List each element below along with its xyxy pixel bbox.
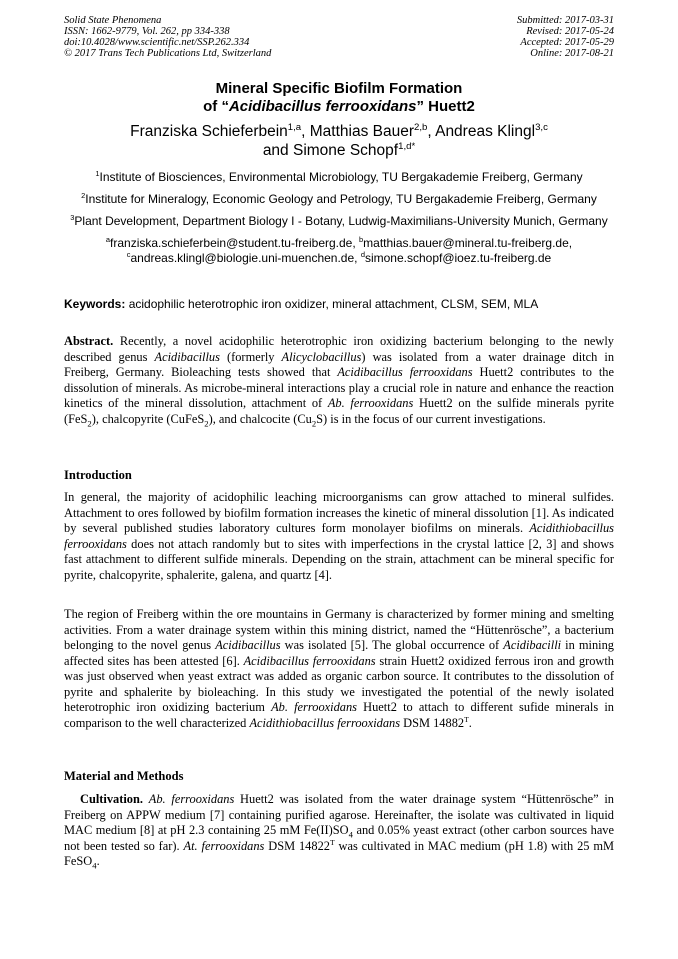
- intro-italic: Acidithiobacillus ferrooxidans: [64, 521, 614, 551]
- email-address[interactable]: matthias.bauer@mineral.tu-freiberg.de,: [363, 236, 573, 250]
- email-mark: d: [360, 250, 365, 259]
- author-affil-mark: 3,c: [535, 121, 548, 133]
- cultivation-paragraph: [64, 792, 614, 870]
- journal-header: [64, 15, 271, 59]
- intro-italic: Ab. ferrooxidans: [271, 700, 357, 714]
- abstract-italic: Alicyclobacillus: [281, 349, 362, 364]
- email-mark: c: [126, 250, 131, 259]
- abstract-text: Recently, a novel acidophilic heterotrophic iron oxidizing bacterium belonging to the newly described genus: [64, 334, 614, 364]
- journal-doi: doi:10.4028/www.scientific.net/SSP.262.334: [64, 37, 250, 48]
- email-address[interactable]: franziska.schieferbein@student.tu-freiberg.de,: [110, 236, 360, 250]
- affil-mark: 2: [81, 191, 86, 200]
- methods-text: and 0.05% yeast extract (other carbon sources have not been tested so far).: [64, 823, 615, 853]
- author-affil-mark: 1,d*: [398, 140, 416, 152]
- abstract-italic: Acidibacillus: [154, 349, 220, 364]
- intro-text: .: [468, 715, 472, 730]
- methods-text: Huett2 was isolated from the water drainage system “Hüttenrösche” in Freiberg on APPW medium [7] containing purified agarose. Hereinafter, the isolate was cultivated in liquid MAC medium [8] at pH 2.3 containing 25 mM Fe(II)SO: [64, 792, 614, 837]
- abstract-text: ) was isolated from a water drainage ditch in Freiberg, Germany. Bioleaching tests showed that: [64, 349, 615, 379]
- intro-italic: Acidibacilli: [503, 638, 562, 652]
- title-suffix: ” Huett2: [416, 98, 475, 115]
- methods-text: was cultivated in MAC medium (pH 1.8) with 25 mM FeSO: [64, 838, 614, 868]
- affiliations: [64, 170, 614, 266]
- email-address[interactable]: andreas.klingl@biologie.uni-muenchen.de,: [130, 251, 361, 265]
- intro-text: In general, the majority of acidophilic leaching microorganisms can grow attached to mineral sulfides. Attachment to ores followed by biofilm formation increases the kinetic of mineral dissolution [1]. As indicated by several published studies laboratory cultures form monolayer biofilms on minerals.: [64, 490, 614, 535]
- accepted-date: Accepted: 2017-05-29: [520, 37, 614, 48]
- intro-paragraph-2: [64, 607, 614, 731]
- abstract-italic: Ab. ferrooxidans: [327, 396, 414, 410]
- methods-superscript: T: [329, 837, 335, 847]
- methods-italic: Ab. ferrooxidans: [148, 792, 235, 806]
- submitted-date: Submitted: 2017-03-31: [516, 15, 614, 26]
- author-affil-mark: 2,b: [414, 121, 428, 133]
- email-mark: b: [359, 235, 364, 244]
- author-name: , Andreas Klingl: [427, 123, 536, 140]
- online-date: Online: 2017-08-21: [530, 48, 614, 59]
- email-address[interactable]: simone.schopf@ioez.tu-freiberg.de: [364, 251, 552, 265]
- introduction-heading: Introduction: [64, 468, 132, 482]
- methods-subscript: 4: [348, 829, 353, 840]
- author-list: [64, 122, 614, 160]
- methods-subscript: 4: [92, 860, 97, 871]
- title-line-2: [64, 98, 614, 116]
- journal-copyright: © 2017 Trans Tech Publications Ltd, Switzerland: [64, 48, 272, 59]
- methods-heading: Material and Methods: [64, 769, 184, 783]
- intro-text: DSM 14882: [400, 715, 465, 730]
- keywords-text: acidophilic heterotrophic iron oxidizer, mineral attachment, CLSM, SEM, MLA: [125, 297, 539, 311]
- journal-name: Solid State Phenomena: [64, 15, 162, 26]
- intro-text: does not attach randomly but to sites with imperfections in the crystal lattice [2, 3] and shows fast attachment to different sulfide minerals. Depending on the strain, attachment can be mineral specific for pyrite, chalcopyrite, sphalerite, galena, and quartz [4].: [64, 536, 614, 582]
- abstract-italic: Acidibacillus ferrooxidans: [337, 365, 473, 379]
- abstract-subscript: 2: [311, 417, 317, 428]
- affiliation-3: [64, 214, 614, 229]
- methods-italic: At. ferrooxidans: [183, 838, 265, 853]
- intro-italic: Acidibacillus: [215, 638, 281, 652]
- author-name: , Matthias Bauer: [301, 123, 414, 140]
- affil-mark: 3: [70, 213, 75, 222]
- intro-text: The region of Freiberg within the ore mountains in Germany is characterized by former mining and smelting activities. From a water drainage system within this mining district, named the “Hüttenrösche”, a bacterium belonging to the novel genus: [64, 607, 614, 652]
- abstract-text: ), chalcopyrite (CuFeS: [91, 411, 205, 426]
- affil-text: Institute of Biosciences, Environmental Microbiology, TU Bergakademie Freiberg, Germany: [99, 170, 583, 184]
- email-line-1: [64, 236, 614, 251]
- affil-text: Institute for Mineralogy, Economic Geology and Petrology, TU Bergakademie Freiberg, Germany: [85, 192, 597, 206]
- keywords-label: Keywords:: [64, 297, 126, 311]
- abstract-text: ), and chalcocite (Cu: [208, 411, 312, 426]
- author-name: Franziska Schieferbein: [130, 123, 288, 140]
- abstract: [64, 334, 614, 427]
- methods-text: .: [96, 854, 100, 868]
- paper-title: [64, 80, 614, 116]
- revised-date: Revised: 2017-05-24: [526, 26, 614, 37]
- author-name: and Simone Schopf: [262, 142, 399, 159]
- intro-text: in mining affected sites has been attested [6].: [64, 638, 614, 668]
- author-line-1: [64, 122, 614, 141]
- email-line-2: [64, 251, 614, 266]
- abstract-text: (formerly: [219, 349, 282, 364]
- abstract-subscript: 2: [87, 417, 92, 428]
- intro-superscript: T: [464, 714, 469, 724]
- affiliation-1: [64, 170, 614, 185]
- abstract-text: Huett2 contributes to the dissolution of minerals. As microbe-mineral interactions play a crucial role in nature and enhance the reaction kinetics of the mineral dissolution, attachment of: [64, 365, 614, 410]
- affil-text: Plant Development, Department Biology I - Botany, Ludwig-Maximilians-University Munich, Germany: [74, 214, 608, 228]
- abstract-text: S) is in the focus of our current investigations.: [316, 411, 546, 426]
- intro-text: strain Huett2 oxidized ferrous iron and growth was just observed when yeast extract was added as organic carbon source. It contributes to the dissolution of pyrite and sphalerite by bioleaching. In this study we investigated the potential of the newly isolated heterotrophic iron oxidizing bacterium: [64, 653, 614, 714]
- title-species: Acidibacillus ferrooxidans: [228, 98, 417, 115]
- dates-header: [517, 15, 614, 59]
- intro-text: Huett2 to attach to different sufide minerals in comparison to the well characterized: [64, 700, 615, 730]
- intro-italic: Acidithiobacillus ferrooxidans: [249, 715, 401, 730]
- abstract-text: Huett2 on the sulfide minerals pyrite (FeS: [64, 396, 614, 426]
- email-list: [64, 236, 614, 266]
- intro-paragraph-1: [64, 490, 614, 583]
- intro-text: was isolated [5]. The global occurrence of: [280, 638, 504, 652]
- title-prefix: of “: [203, 98, 229, 115]
- intro-italic: Acidibacillus ferrooxidans: [243, 653, 376, 668]
- title-line-1: Mineral Specific Biofilm Formation: [215, 80, 463, 97]
- keywords: [64, 297, 614, 312]
- email-mark: a: [105, 235, 111, 244]
- journal-issn: ISSN: 1662-9779, Vol. 262, pp 334-338: [64, 26, 230, 37]
- affil-mark: 1: [95, 169, 100, 178]
- abstract-label: Abstract.: [64, 334, 114, 348]
- author-line-2: [64, 141, 614, 160]
- cultivation-label: Cultivation.: [80, 792, 143, 806]
- methods-text: DSM 14822: [264, 838, 330, 853]
- abstract-subscript: 2: [204, 417, 209, 428]
- author-affil-mark: 1,a: [287, 121, 302, 133]
- affiliation-2: [64, 192, 614, 207]
